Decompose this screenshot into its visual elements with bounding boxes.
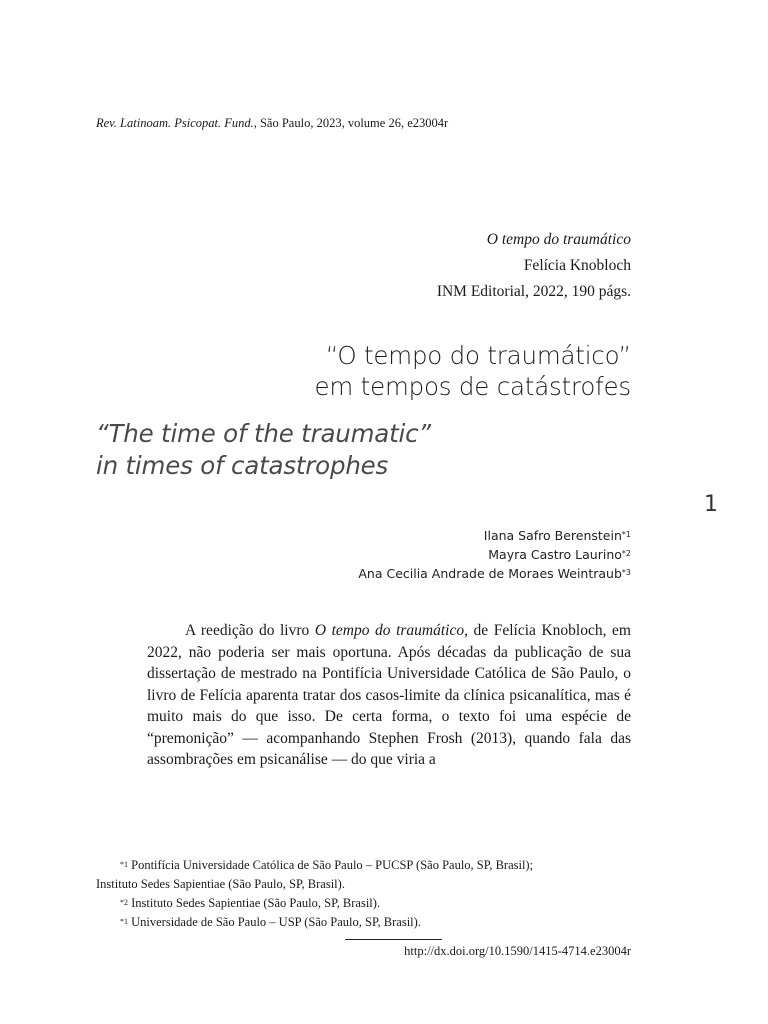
book-info: [437, 227, 631, 305]
book-author: Felícia Knobloch: [523, 257, 631, 274]
doi-link[interactable]: http://dx.doi.org/10.1590/1415-4714.e23004r: [404, 944, 631, 958]
author: [358, 545, 631, 564]
footnote-text: Instituto Sedes Sapientiae (São Paulo, SP, Brasil).: [128, 896, 381, 910]
author-name: Ana Cecilia Andrade de Moraes Weintraub: [358, 566, 622, 581]
author-name: Ilana Safro Berenstein: [483, 528, 622, 543]
body-text-start: A reedição do livro: [185, 622, 315, 639]
body-paragraph: [147, 620, 631, 771]
author-mark: *2: [621, 549, 631, 558]
footnote-mark: *2: [120, 898, 128, 907]
body-text-rest: , de Felícia Knobloch, em 2022, não poderia ser mais oportuna. Após décadas da publicação de sua dissertação de mestrado na Pontifícia Universidade Católica de São Paulo, o livro de Felícia aparenta tratar dos casos-limite da clínica psicanalítica, mas é muito mais do que isso. De certa forma, o texto foi uma espécie de “premonição” — acompanhando Stephen Frosh (2013), quando fala das assombrações em psicanálise — do que viria a: [147, 622, 631, 768]
author: [358, 526, 631, 545]
journal-details: , São Paulo, 2023, volume 26, e23004r: [253, 116, 449, 130]
footnote-text: Universidade de São Paulo – USP (São Paulo, SP, Brasil).: [128, 915, 421, 929]
title-en-line2: in times of catastrophes: [96, 451, 389, 480]
author: [358, 564, 631, 583]
footnotes: [96, 856, 631, 932]
footnote: [96, 913, 631, 932]
title-en-line1: “The time of the traumatic”: [96, 419, 431, 448]
article-title-en: [96, 418, 431, 482]
journal-name: Rev. Latinoam. Psicopat. Fund.: [96, 116, 254, 130]
body-book-title: O tempo do traumático: [314, 622, 465, 639]
author-list: [358, 526, 631, 583]
footnote-continuation: Instituto Sedes Sapientiae (São Paulo, SP, Brasil).: [96, 877, 345, 891]
doi-divider: [345, 939, 442, 940]
book-title: O tempo do traumático: [486, 231, 631, 248]
footnote-text: Pontifícia Universidade Católica de São Paulo – PUCSP (São Paulo, SP, Brasil);: [128, 858, 534, 872]
author-name: Mayra Castro Laurino: [488, 547, 622, 562]
footnote: [96, 856, 631, 875]
footnote: [96, 894, 631, 913]
journal-citation: [96, 116, 448, 131]
author-mark: *3: [621, 568, 631, 577]
footnote-mark: *1: [120, 917, 128, 926]
body-text: [147, 620, 631, 771]
title-pt-line1: “O tempo do traumático”: [325, 341, 631, 370]
page-number: 1: [704, 492, 718, 517]
article-title-pt: [315, 340, 631, 402]
footnote-mark: *1: [120, 860, 128, 869]
title-pt-line2: em tempos de catástrofes: [314, 372, 631, 401]
author-mark: *1: [621, 530, 631, 539]
book-publisher: INM Editorial, 2022, 190 págs.: [436, 283, 631, 300]
